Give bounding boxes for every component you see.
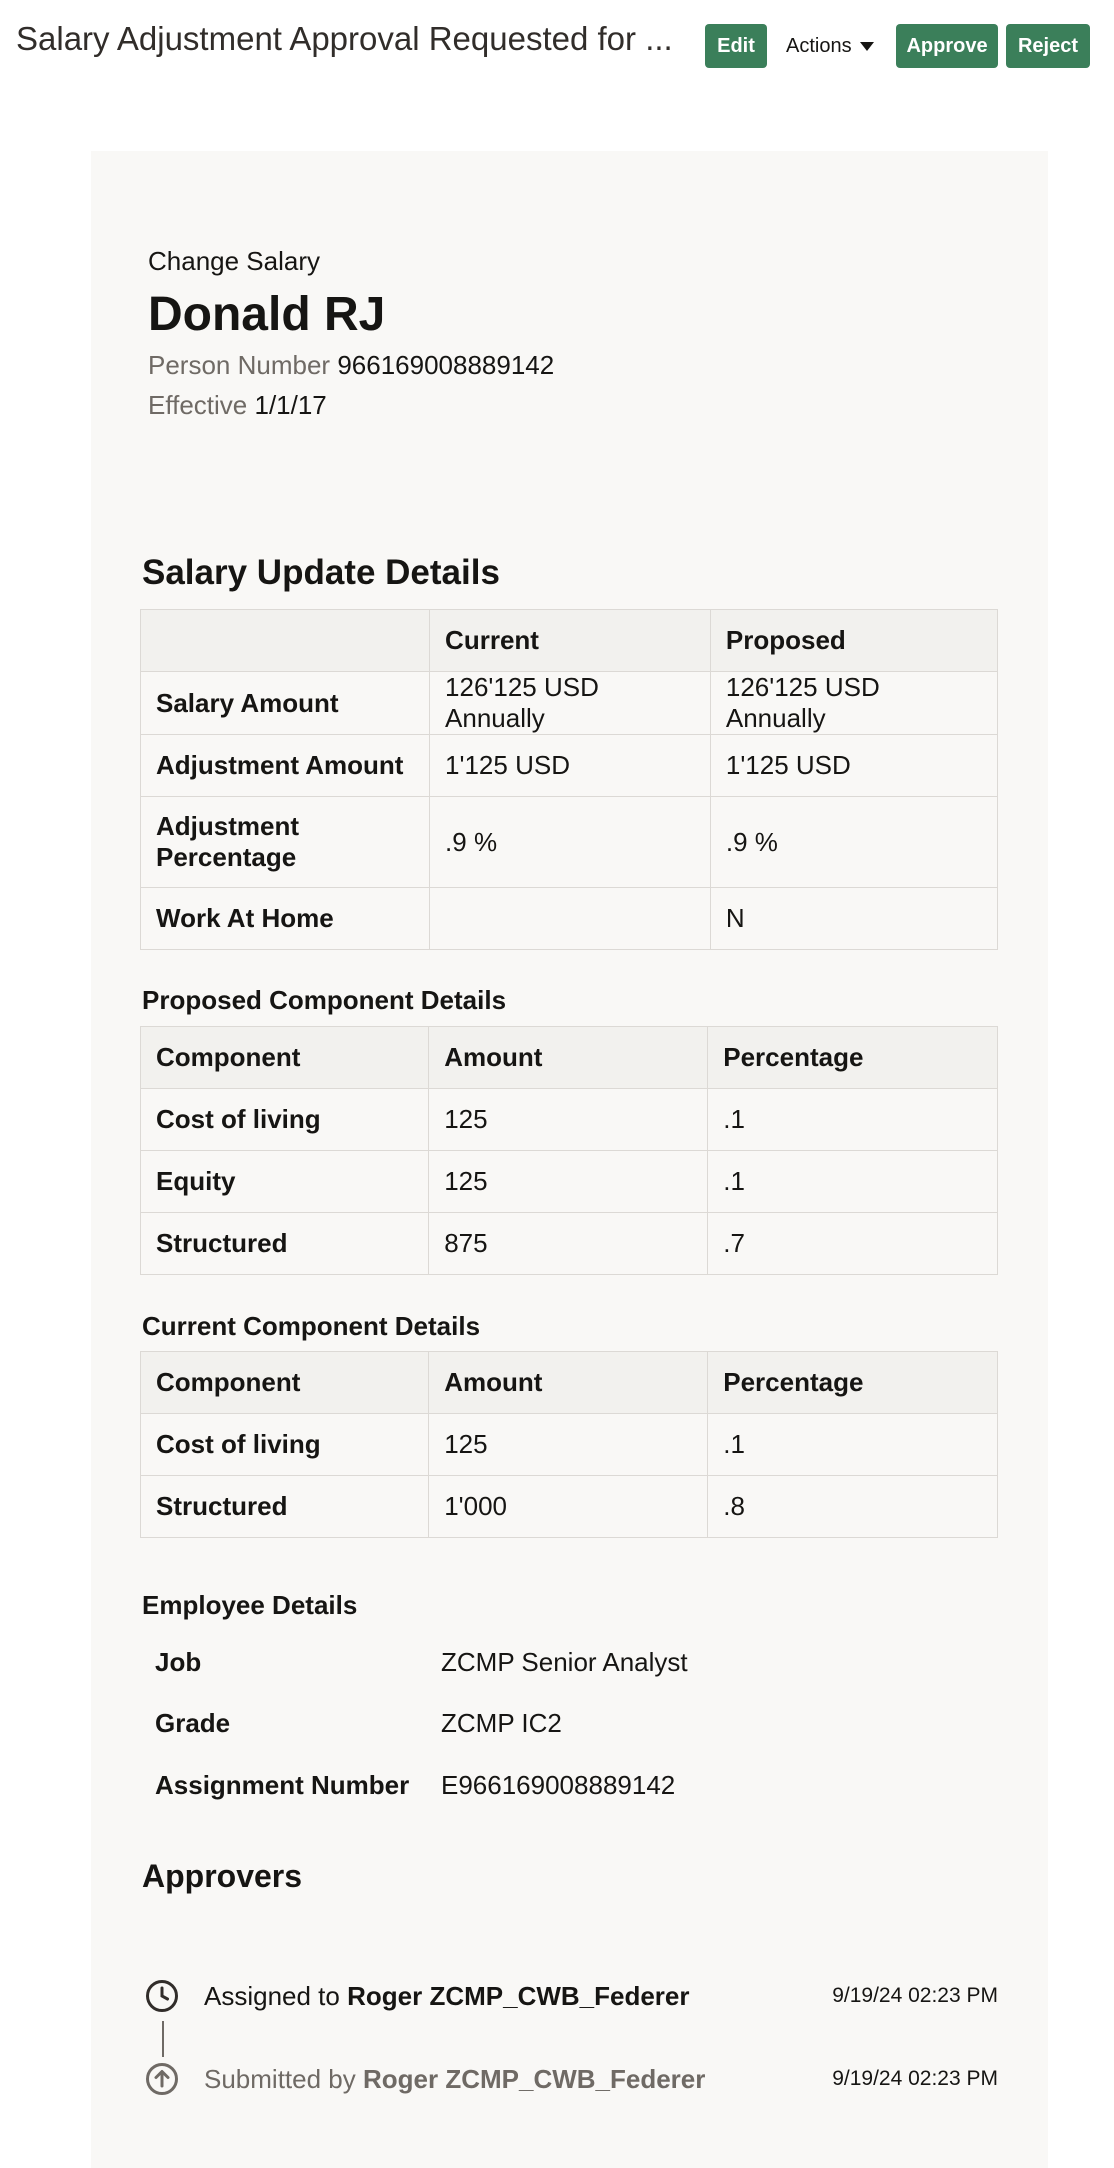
table-row bbox=[141, 1089, 998, 1151]
table-row bbox=[141, 672, 998, 735]
proposed-components-table bbox=[140, 1026, 998, 1275]
column-header: Amount bbox=[429, 1352, 708, 1414]
employee-details-title: Employee Details bbox=[142, 1590, 358, 1620]
approvers-title: Approvers bbox=[142, 1858, 303, 1894]
column-header: Proposed bbox=[710, 610, 997, 672]
row-label: Adjustment Amount bbox=[141, 735, 430, 797]
column-header: Component bbox=[141, 1352, 429, 1414]
salary-update-table bbox=[140, 609, 998, 950]
table-cell: 1'000 bbox=[429, 1476, 708, 1538]
timeline-connector bbox=[162, 2021, 164, 2057]
detail-label: Grade bbox=[155, 1708, 231, 1738]
edit-button[interactable]: Edit bbox=[705, 24, 767, 68]
list-item bbox=[140, 1703, 840, 1743]
table-row bbox=[141, 1151, 998, 1213]
row-label: Equity bbox=[141, 1151, 429, 1213]
table-cell: 126'125 USD Annually bbox=[430, 672, 711, 735]
table-cell: .1 bbox=[708, 1151, 998, 1213]
table-row bbox=[141, 1476, 998, 1538]
column-header: Component bbox=[141, 1027, 429, 1089]
proposed-components-title: Proposed Component Details bbox=[142, 985, 507, 1015]
approver-person: Roger ZCMP_CWB_Federer bbox=[347, 1981, 690, 2011]
person-number-label: Person Number bbox=[148, 350, 331, 380]
approver-date: 9/19/24 02:23 PM bbox=[832, 1984, 998, 2007]
salary-update-title: Salary Update Details bbox=[142, 553, 500, 592]
table-cell: .8 bbox=[708, 1476, 998, 1538]
table-row bbox=[141, 797, 998, 888]
detail-value: ZCMP Senior Analyst bbox=[441, 1647, 688, 1677]
column-header: Current bbox=[430, 610, 711, 672]
person-header bbox=[148, 246, 948, 425]
table-cell: .9 % bbox=[430, 797, 711, 888]
column-header: Percentage bbox=[708, 1027, 998, 1089]
table-cell: 125 bbox=[429, 1089, 708, 1151]
list-item bbox=[140, 1765, 840, 1805]
table-cell: 125 bbox=[429, 1151, 708, 1213]
caret-down-icon bbox=[860, 42, 874, 51]
approver-action: Assigned to bbox=[204, 1981, 340, 2011]
table-cell: .1 bbox=[708, 1414, 998, 1476]
row-label: Cost of living bbox=[141, 1089, 429, 1151]
row-label: Adjustment Percentage bbox=[141, 797, 430, 888]
effective-label: Effective bbox=[148, 390, 248, 420]
row-label: Structured bbox=[141, 1213, 429, 1275]
row-label: Work At Home bbox=[141, 888, 430, 950]
reject-button[interactable]: Reject bbox=[1006, 24, 1090, 68]
effective-value: 1/1/17 bbox=[254, 390, 327, 420]
clock-icon bbox=[145, 1979, 179, 2013]
person-number-value: 966169008889142 bbox=[337, 350, 555, 380]
table-row bbox=[141, 1213, 998, 1275]
current-components-table bbox=[140, 1351, 998, 1538]
approver-text bbox=[204, 2061, 705, 2097]
table-row bbox=[141, 888, 998, 950]
actions-label: Actions bbox=[786, 35, 852, 57]
list-item bbox=[140, 1642, 840, 1682]
table-cell: 1'125 USD bbox=[710, 735, 997, 797]
table-header-row bbox=[141, 1027, 998, 1089]
table-cell: 1'125 USD bbox=[430, 735, 711, 797]
table-cell: N bbox=[710, 888, 997, 950]
approver-item bbox=[142, 1972, 998, 2022]
approver-person: Roger ZCMP_CWB_Federer bbox=[362, 2064, 706, 2094]
table-cell: 126'125 USD Annually bbox=[710, 672, 997, 735]
column-header: Percentage bbox=[708, 1352, 998, 1414]
row-label: Cost of living bbox=[141, 1414, 429, 1476]
table-cell: 125 bbox=[429, 1414, 708, 1476]
page-title: Salary Adjustment Approval Requested for ... bbox=[16, 20, 673, 57]
table-header-row bbox=[141, 610, 998, 672]
table-cell: .9 % bbox=[710, 797, 997, 888]
column-header: Amount bbox=[429, 1027, 708, 1089]
detail-value: ZCMP IC2 bbox=[441, 1708, 562, 1738]
table-header-row bbox=[141, 1352, 998, 1414]
page-header bbox=[0, 0, 1114, 92]
approver-date: 9/19/24 02:23 PM bbox=[832, 2067, 998, 2090]
row-label: Structured bbox=[141, 1476, 429, 1538]
actions-menu-button[interactable] bbox=[786, 24, 874, 68]
action-type: Change Salary bbox=[148, 246, 320, 276]
column-header bbox=[141, 610, 430, 672]
approve-button[interactable]: Approve bbox=[896, 24, 998, 68]
detail-value: E966169008889142 bbox=[441, 1770, 676, 1800]
current-components-title: Current Component Details bbox=[142, 1311, 481, 1341]
approver-action: Submitted by bbox=[204, 2064, 356, 2094]
table-row bbox=[141, 735, 998, 797]
row-label: Salary Amount bbox=[141, 672, 430, 735]
detail-label: Assignment Number bbox=[155, 1770, 410, 1800]
effective-row bbox=[148, 385, 948, 425]
arrow-up-circle-icon bbox=[145, 2062, 179, 2096]
table-cell: .1 bbox=[708, 1089, 998, 1151]
table-cell: 875 bbox=[429, 1213, 708, 1275]
detail-label: Job bbox=[155, 1647, 202, 1677]
approver-item bbox=[142, 2055, 998, 2105]
table-cell: .7 bbox=[708, 1213, 998, 1275]
table-cell bbox=[430, 888, 711, 950]
approver-text bbox=[204, 1978, 690, 2014]
table-row bbox=[141, 1414, 998, 1476]
person-name: Donald RJ bbox=[148, 288, 386, 341]
person-number-row bbox=[148, 345, 948, 385]
